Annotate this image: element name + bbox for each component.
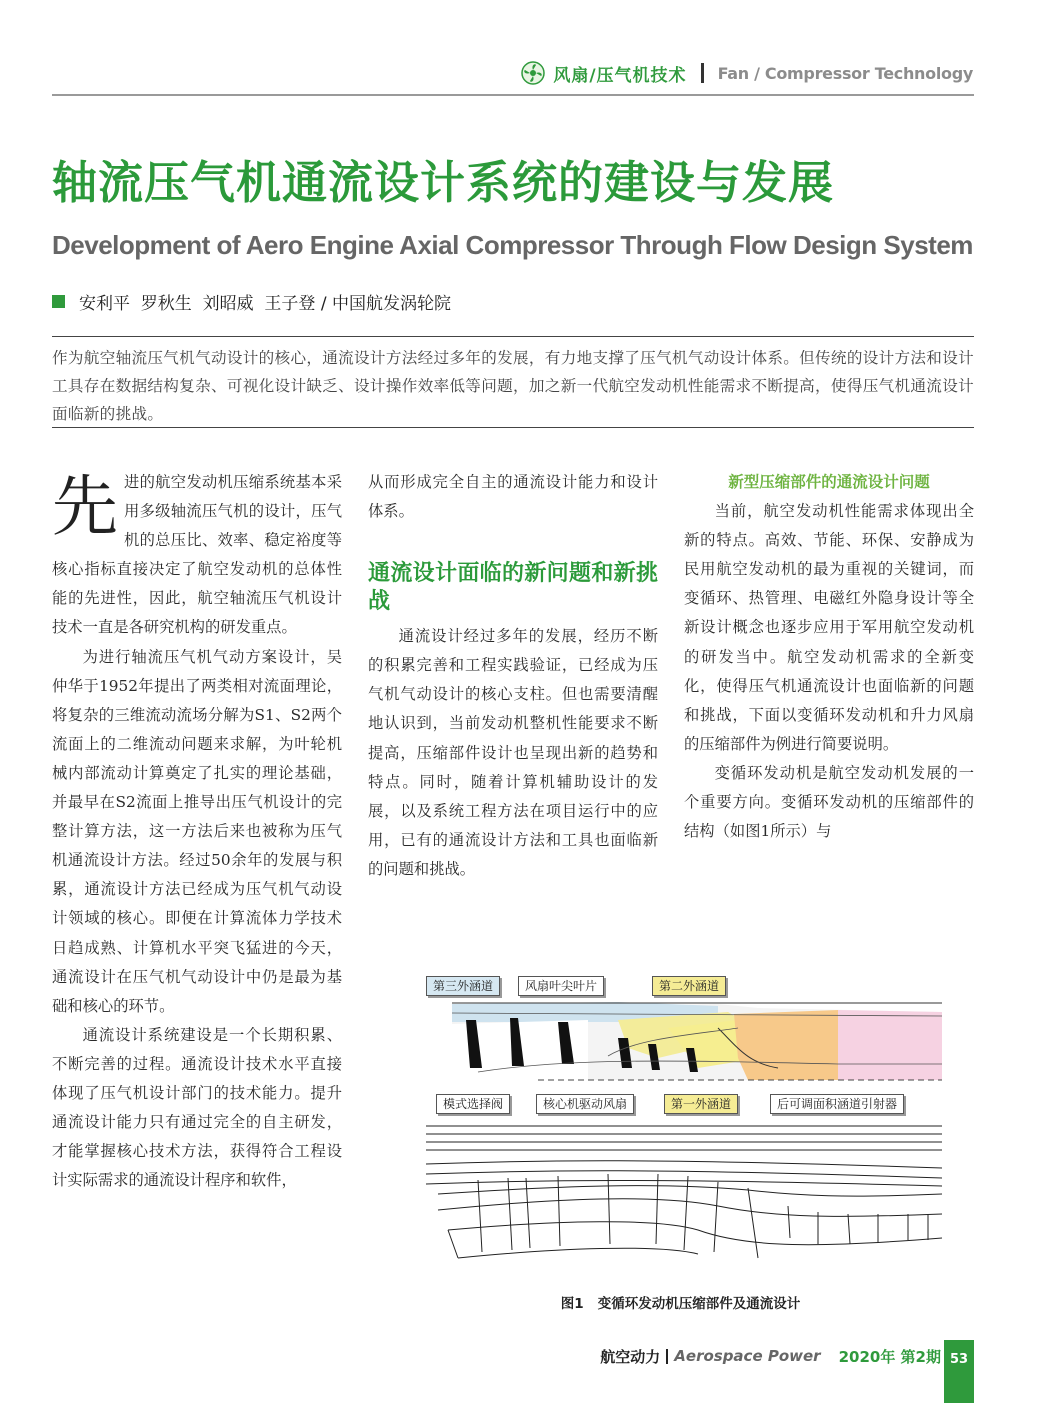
running-footer [600,1344,941,1368]
fan-logo-icon [521,61,545,85]
label-first-bypass: 第一外涵道 [664,1094,738,1114]
paragraph: 从而形成完全自主的通流设计能力和设计体系。 [368,473,658,521]
issue-number: 2020年 第2期 [838,1347,941,1366]
article-title-cn: 轴流压气机通流设计系统的建设与发展 [52,156,835,209]
paragraph: 通流设计经过多年的发展，经历不断的积累完善和工程实践验证，已经成为压气机气动设计的核心支柱。但也需要清醒地认识到，当前发动机整机性能要求不断提高，压缩部件设计也呈现出新的趋势和特点。同时，随着计算机辅助设计的发展，以及系统工程方法在项目运行中的应用，已有的通流设计方法和工具也面临新的问题和挑战。 [368,627,658,878]
label-fan-tip-blade: 风扇叶尖叶片 [518,976,604,996]
journal-name-cn: 航空动力 [600,1347,661,1366]
header-rule [52,94,974,96]
paragraph: 为进行轴流压气机气动方案设计，吴仲华于1952年提出了两类相对流面理论，将复杂的三维流动流场分解为S1、S2两个流面上的二维流动问题来求解，为叶轮机械内部流动计算奠定了扎实的理论基础，并最早在S2流面上推导出压气机设计的完整计算方法，这一方法后来也被称为压气机通流设计方法。经过50余年的发展与积累，通流设计方法已经成为压气机气动设计领域的核心。即便在计算流体力学技术日趋成熟、计算机水平突飞猛进的今天，通流设计在压气机气动设计中仍是最为基础和核心的环节。 [52,647,342,1015]
authors: 安利平 罗秋生 刘昭威 王子登 / 中国航发涡轮院 [79,294,451,314]
article-title-en: Development of Aero Engine Axial Compressor Through Flow Design System [52,230,973,260]
column-2 [368,468,658,884]
paragraph: 变循环发动机是航空发动机发展的一个重要方向。变循环发动机的压缩部件的结构（如图1所示）与 [684,763,974,841]
authors-line [52,289,451,314]
paragraph: 当前，航空发动机性能需求体现出全新的特点。高效、节能、环保、安静成为民用航空发动机的最为重视的关键词，而变循环、热管理、电磁红外隐身设计等全新设计概念也逐步应用于军用航空发动机的研发当中。航空发动机需求的全新变化，使得压气机通流设计也面临新的问题和挑战，下面以变循环发动机和升力风扇的压缩部件为例进行简要说明。 [684,502,974,753]
drop-cap: 先 [52,468,118,545]
footer-divider [666,1349,668,1364]
header-divider [701,63,704,83]
page-number: 53 [944,1340,974,1403]
label-third-bypass: 第三外涵道 [426,976,500,996]
paragraph [52,468,342,643]
section-heading: 通流设计面临的新问题和新挑战 [368,561,658,615]
label-second-bypass: 第二外涵道 [652,976,726,996]
subsection-heading: 新型压缩部件的通流设计问题 [728,473,930,491]
running-header [521,60,973,86]
figure-caption: 图1 变循环发动机压缩部件及通流设计 [560,1296,801,1312]
abstract-text: 作为航空轴流压气机气动设计的核心，通流设计方法经过多年的发展，有力地支撑了压气机气动设计体系。但传统的设计方法和设计工具存在数据结构复杂、可视化设计缺乏、设计操作效率低等问题，加之新一代航空发动机性能需求不断提高，使得压气机通流设计面临新的挑战。 [52,349,974,423]
label-mode-valve: 模式选择阀 [436,1094,510,1114]
journal-name-en: Aerospace Power [674,1347,821,1365]
engine-diagram [418,968,943,1283]
column-1 [52,468,342,1195]
section-name-en: Fan / Compressor Technology [717,63,973,83]
paragraph: 通流设计系统建设是一个长期积累、不断完善的过程。通流设计技术水平直接体现了压气机设计部门的技术能力。提升通流设计能力只有通过完全的自主研发，才能掌握核心技术方法，获得符合工程设计实际需求的通流设计程序和软件， [52,1025,342,1190]
label-core-driven-fan: 核心机驱动风扇 [536,1094,634,1114]
column-3 [684,468,974,846]
label-rear-ejector: 后可调面积涵道引射器 [770,1094,904,1114]
paragraph-text: 进的航空发动机压缩系统基本采用多级轴流压气机的设计，压气机的总压比、效率、稳定裕度等核心指标直接决定了航空发动机的总体性能的先进性，因此，航空轴流压气机设计技术一直是各研究机构的研发重点。 [52,473,342,637]
abstract-box [52,336,974,428]
figure-1 [418,968,943,1283]
bullet-square-icon [52,295,65,308]
section-name-cn: 风扇/压气机技术 [553,65,687,86]
